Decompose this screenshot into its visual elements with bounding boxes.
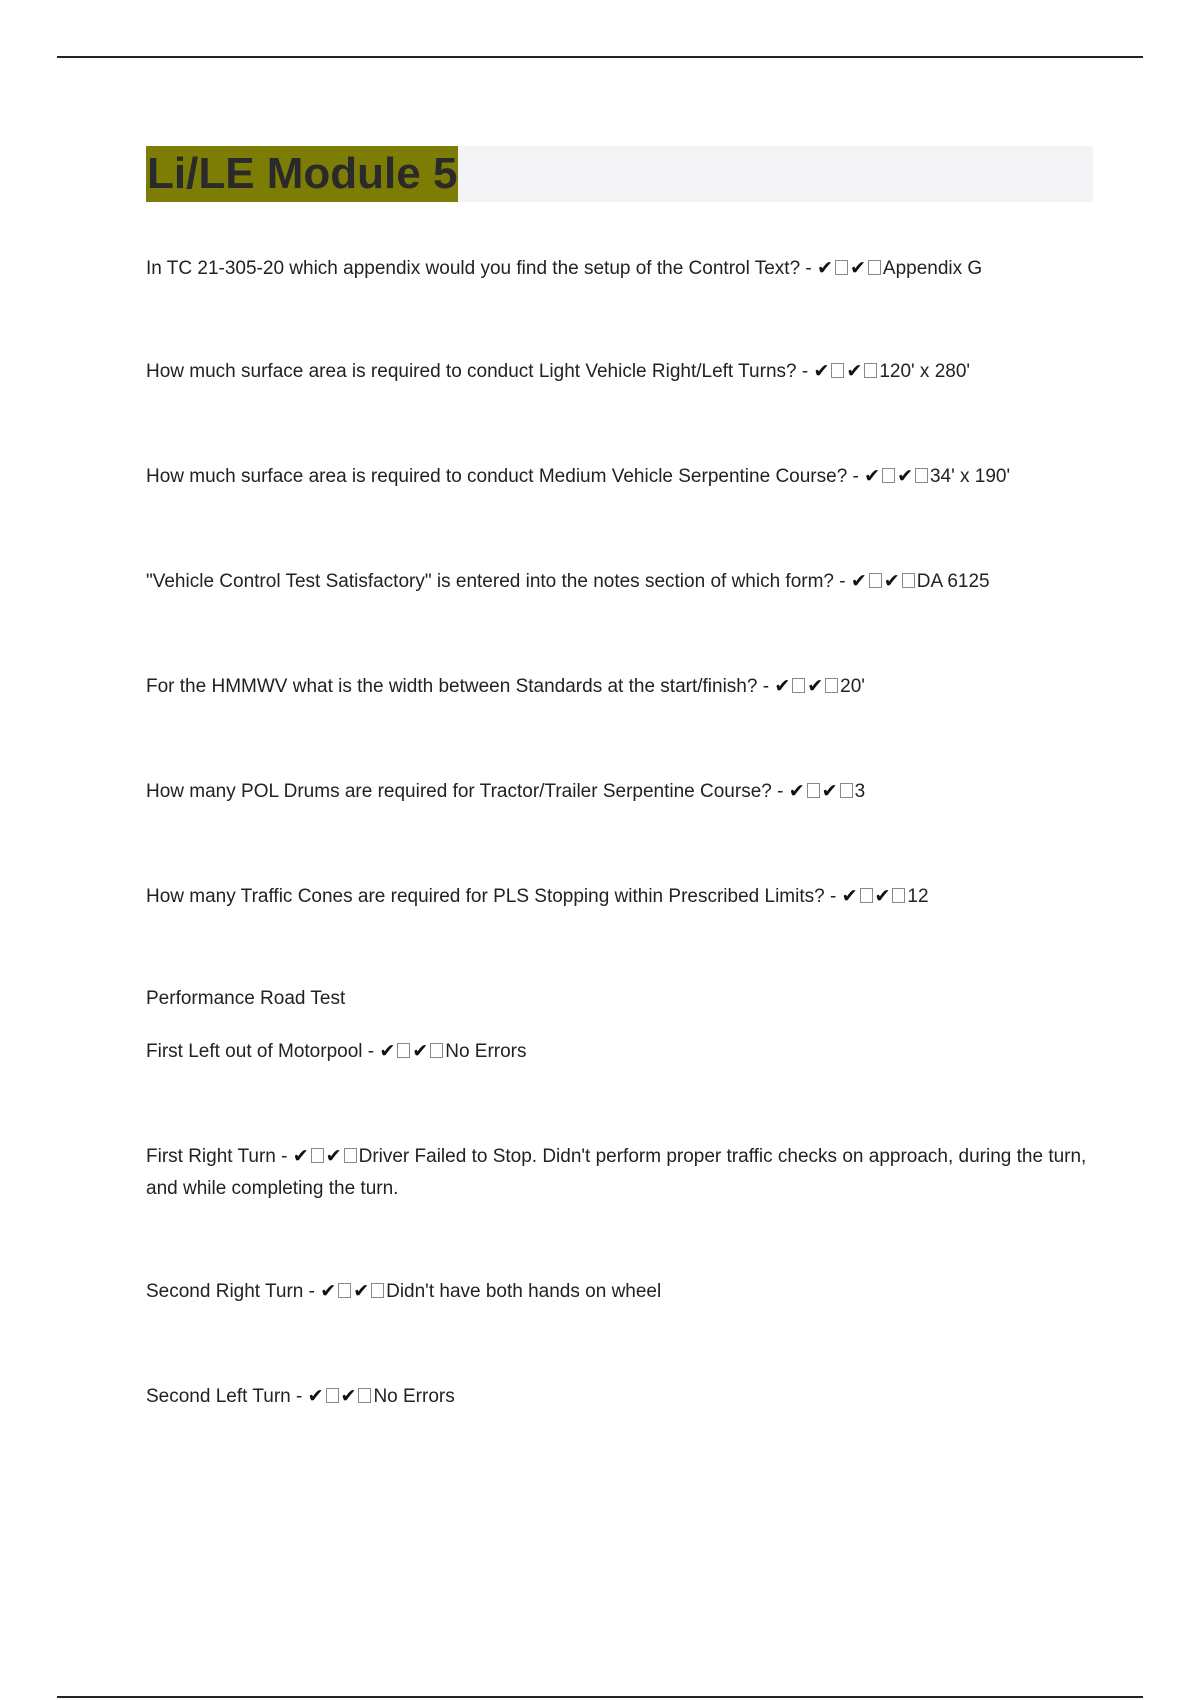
check-icon: ✔ bbox=[325, 1145, 342, 1167]
answer-text: 20' bbox=[840, 676, 865, 697]
answer-text: 34' x 190' bbox=[929, 466, 1011, 487]
check-icon: ✔ bbox=[292, 1145, 309, 1167]
top-rule bbox=[57, 56, 1143, 58]
answer-text: 12 bbox=[907, 886, 929, 907]
answer-text: No Errors bbox=[445, 1041, 527, 1062]
question-text: Second Left Turn - bbox=[146, 1386, 308, 1407]
checkbox-icon bbox=[397, 1043, 410, 1058]
qa-item bbox=[146, 252, 1096, 285]
answer-text: Appendix G bbox=[882, 258, 983, 279]
checkbox-icon bbox=[869, 573, 882, 588]
check-icon: ✔ bbox=[340, 1385, 357, 1407]
qa-item bbox=[146, 460, 1096, 493]
checkbox-icon bbox=[338, 1283, 351, 1298]
check-icon: ✔ bbox=[883, 570, 900, 592]
checkbox-icon bbox=[430, 1043, 443, 1058]
check-icon: ✔ bbox=[412, 1040, 429, 1062]
road-test-item bbox=[146, 1035, 1096, 1068]
answer-text: 3 bbox=[854, 781, 866, 802]
check-icon: ✔ bbox=[353, 1280, 370, 1302]
checkbox-icon bbox=[311, 1148, 324, 1163]
qa-item bbox=[146, 355, 1096, 388]
checkbox-icon bbox=[371, 1283, 384, 1298]
checkbox-icon bbox=[358, 1388, 371, 1403]
check-icon: ✔ bbox=[320, 1280, 337, 1302]
checkbox-icon bbox=[915, 468, 928, 483]
question-text: Second Right Turn - bbox=[146, 1281, 321, 1302]
question-text: How many POL Drums are required for Tractor/Trailer Serpentine Course? - bbox=[146, 781, 789, 802]
answer-text: No Errors bbox=[373, 1386, 455, 1407]
checkbox-icon bbox=[344, 1148, 357, 1163]
check-icon: ✔ bbox=[807, 675, 824, 697]
checkbox-icon bbox=[868, 260, 881, 275]
check-icon: ✔ bbox=[846, 360, 863, 382]
qa-item bbox=[146, 880, 1096, 913]
checkbox-icon bbox=[864, 363, 877, 378]
checkbox-icon bbox=[807, 783, 820, 798]
question-text: How much surface area is required to conduct Medium Vehicle Serpentine Course? - bbox=[146, 466, 865, 487]
answer-text: Driver Failed to Stop. Didn't perform proper traffic checks on approach, during the turn, and while completing the turn. bbox=[146, 1146, 1087, 1199]
check-icon: ✔ bbox=[841, 885, 858, 907]
check-icon: ✔ bbox=[813, 360, 830, 382]
checkbox-icon bbox=[860, 888, 873, 903]
question-text: "Vehicle Control Test Satisfactory" is entered into the notes section of which form? - bbox=[146, 571, 851, 592]
question-text: In TC 21-305-20 which appendix would you find the setup of the Control Text? - bbox=[146, 258, 818, 279]
road-test-item bbox=[146, 1275, 1096, 1308]
check-icon: ✔ bbox=[821, 780, 838, 802]
bottom-rule bbox=[57, 1696, 1143, 1698]
check-icon: ✔ bbox=[874, 885, 891, 907]
check-icon: ✔ bbox=[379, 1040, 396, 1062]
check-icon: ✔ bbox=[817, 257, 833, 279]
checkbox-icon bbox=[882, 468, 895, 483]
checkbox-icon bbox=[902, 573, 915, 588]
question-text: How much surface area is required to conduct Light Vehicle Right/Left Turns? - bbox=[146, 361, 814, 382]
qa-item bbox=[146, 775, 1096, 808]
section-heading: Performance Road Test bbox=[146, 988, 346, 1009]
question-text: How many Traffic Cones are required for PLS Stopping within Prescribed Limits? - bbox=[146, 886, 842, 907]
check-icon: ✔ bbox=[849, 257, 866, 279]
checkbox-icon bbox=[840, 783, 853, 798]
document-title: Li/LE Module 5 bbox=[146, 146, 458, 202]
question-text: First Left out of Motorpool - bbox=[146, 1041, 380, 1062]
checkbox-icon bbox=[831, 363, 844, 378]
check-icon: ✔ bbox=[307, 1385, 324, 1407]
qa-item bbox=[146, 565, 1096, 598]
road-test-item bbox=[146, 1140, 1096, 1205]
check-icon: ✔ bbox=[864, 465, 881, 487]
checkbox-icon bbox=[835, 260, 848, 275]
checkbox-icon bbox=[792, 678, 805, 693]
answer-text: 120' x 280' bbox=[879, 361, 971, 382]
qa-item bbox=[146, 670, 1096, 703]
check-icon: ✔ bbox=[850, 570, 867, 592]
answer-text: Didn't have both hands on wheel bbox=[386, 1281, 662, 1302]
answer-text: DA 6125 bbox=[916, 571, 990, 592]
checkbox-icon bbox=[825, 678, 838, 693]
road-test-item bbox=[146, 1380, 1096, 1413]
check-icon: ✔ bbox=[788, 780, 805, 802]
check-icon: ✔ bbox=[774, 675, 791, 697]
checkbox-icon bbox=[892, 888, 905, 903]
question-text: For the HMMWV what is the width between Standards at the start/finish? - bbox=[146, 676, 775, 697]
question-text: First Right Turn - bbox=[146, 1146, 293, 1167]
check-icon: ✔ bbox=[897, 465, 913, 487]
checkbox-icon bbox=[326, 1388, 339, 1403]
